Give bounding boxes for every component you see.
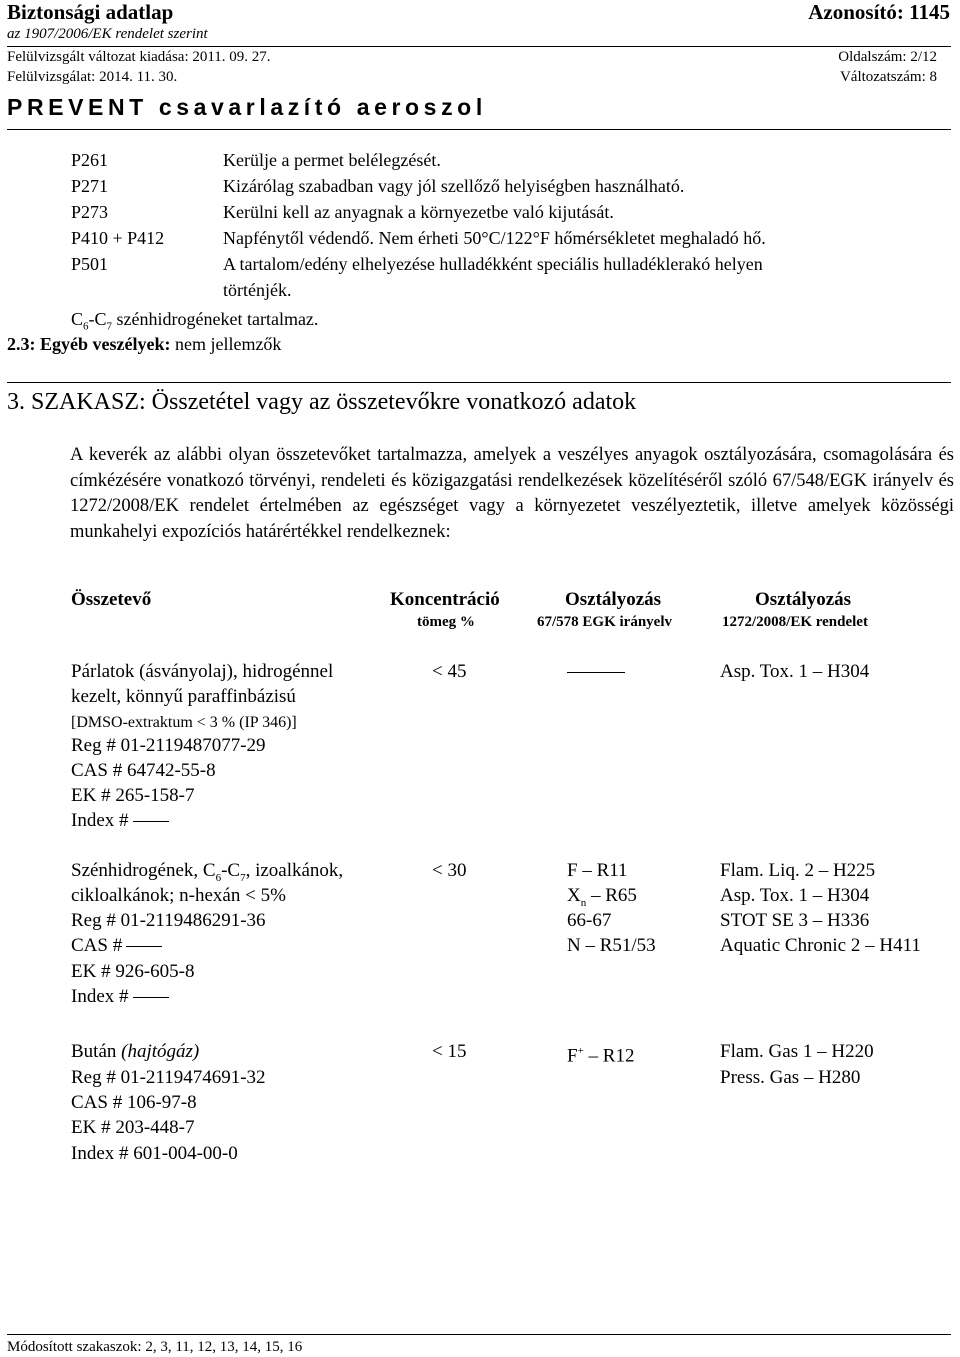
row2-cas: CAS #	[71, 933, 162, 959]
page-number: Oldalszám: 2/12	[838, 49, 937, 65]
row1-name-line1: Párlatok (ásványolaj), hidrogénnel	[71, 661, 334, 682]
row2-dsd-3: 66-67	[567, 910, 612, 931]
row2-dsd-4: N – R51/53	[567, 935, 656, 956]
row1-name-line2: kezelt, könnyű paraffinbázisú	[71, 686, 296, 707]
row2-index: Index #	[71, 984, 169, 1010]
row2-clp-3: STOT SE 3 – H336	[720, 910, 870, 931]
row1-dsd-dash	[567, 659, 625, 685]
column-subheader-concentration: tömeg %	[417, 614, 475, 630]
section-divider	[7, 382, 951, 383]
section-3-title: 3. SZAKASZ: Összetétel vagy az összetevőkre vonatkozó adatok	[7, 389, 637, 415]
row2-clp-4: Aquatic Chronic 2 – H411	[720, 935, 921, 956]
column-header-component: Összetevő	[71, 589, 152, 610]
precaution-text: A tartalom/edény elhelyezése hulladékként speciális hulladéklerakó helyen	[223, 254, 763, 274]
column-subheader-dsd: 67/578 EGK irányelv	[537, 614, 672, 630]
precaution-text-continued: történjék.	[223, 280, 292, 300]
section-3-paragraph: A keverék az alábbi olyan összetevőket tartalmazza, amelyek a veszélyes anyagok osztályozására, csomagolására és címkézésére vonatkozó törvényi, rendeleti és közigazgatási rendelkezések közelítéséről szóló 67/548/EGK irányelv és 1272/2008/EK rendelet értelmében az egészséget vagy a környezetet veszélyeztetik, illetve amelyek közösségi munkahelyi expozíciós határértékkel rendelkeznek:	[70, 445, 954, 542]
document-title: Biztonsági adatlap	[7, 0, 174, 24]
document-id: Azonosító: 1145	[808, 0, 950, 24]
precaution-code: P273	[71, 202, 109, 222]
row2-name-line1: Szénhidrogének, $C_6-C_7$, izoalkánok,	[71, 860, 344, 884]
row1-concentration: < 45	[432, 661, 467, 682]
precaution-code: P271	[71, 176, 109, 196]
precaution-text: Kizárólag szabadban vagy jól szellőző helyiségben használható.	[223, 176, 685, 196]
row2-ek: EK # 926-605-8	[71, 961, 195, 982]
column-header-classification-clp: Osztályozás	[755, 589, 852, 610]
footer-divider	[7, 1334, 951, 1335]
modified-sections: Módosított szakaszok: 2, 3, 11, 12, 13, 14, 15, 16	[7, 1339, 303, 1355]
row2-reg: Reg # 01-2119486291-36	[71, 910, 266, 931]
row2-clp-2: Asp. Tox. 1 – H304	[720, 885, 870, 906]
product-divider	[7, 129, 951, 130]
precaution-text: Napfénytől védendő. Nem érheti 50°C/122°F hőmérsékletet meghaladó hő.	[223, 228, 766, 248]
column-subheader-clp: 1272/2008/EK rendelet	[722, 614, 868, 630]
row3-ek: EK # 203-448-7	[71, 1117, 195, 1138]
row3-concentration: < 15	[432, 1041, 467, 1062]
version-number: Változatszám: 8	[839, 69, 937, 85]
column-header-classification-dsd: Osztályozás	[565, 589, 662, 610]
row2-dsd-2: $X_n - R65$	[567, 885, 637, 909]
row1-ek: EK # 265-158-7	[71, 785, 195, 806]
header-divider	[7, 46, 951, 47]
row3-name: Bután (hajtógáz)	[71, 1041, 200, 1062]
row1-clp: Asp. Tox. 1 – H304	[720, 661, 870, 682]
row3-index: Index # 601-004-00-0	[71, 1143, 238, 1164]
row3-cas: CAS # 106-97-8	[71, 1092, 197, 1113]
revision-date: Felülvizsgálat: 2014. 11. 30.	[7, 69, 178, 85]
row2-dsd-1: F – R11	[567, 860, 628, 881]
row1-index: Index #	[71, 808, 169, 834]
row2-name-line2: cikloalkánok; n-hexán < 5%	[71, 885, 286, 906]
row3-reg: Reg # 01-2119474691-32	[71, 1067, 266, 1088]
precaution-text: Kerülni kell az anyagnak a környezetbe való kijutását.	[223, 202, 614, 222]
product-name: PREVENT csavarlazító aeroszol	[7, 94, 487, 120]
row2-clp-1: Flam. Liq. 2 – H225	[720, 860, 876, 881]
row3-clp-1: Flam. Gas 1 – H220	[720, 1041, 874, 1062]
regulation-reference: az 1907/2006/EK rendelet szerint	[7, 26, 208, 42]
row2-concentration: < 30	[432, 860, 467, 881]
row1-cas: CAS # 64742-55-8	[71, 760, 216, 781]
other-hazards: 2.3: Egyéb veszélyek: nem jellemzők	[7, 334, 282, 354]
row1-name-line3: [DMSO-extraktum < 3 % (IP 346)]	[71, 714, 297, 731]
precaution-code: P261	[71, 150, 109, 170]
row1-reg: Reg # 01-2119487077-29	[71, 735, 266, 756]
row3-dsd: F+ – R12	[567, 1045, 635, 1067]
precaution-text: Kerülje a permet belélegzését.	[223, 150, 441, 170]
precaution-code: P410 + P412	[71, 228, 165, 248]
revision-issue: Felülvizsgált változat kiadása: 2011. 09. 27.	[7, 49, 271, 65]
row3-clp-2: Press. Gas – H280	[720, 1067, 861, 1088]
column-header-concentration: Koncentráció	[390, 589, 500, 610]
hydrocarbon-note: $C_6-C_7$ szénhidrogéneket tartalmaz.	[71, 309, 319, 333]
precaution-code: P501	[71, 254, 109, 274]
